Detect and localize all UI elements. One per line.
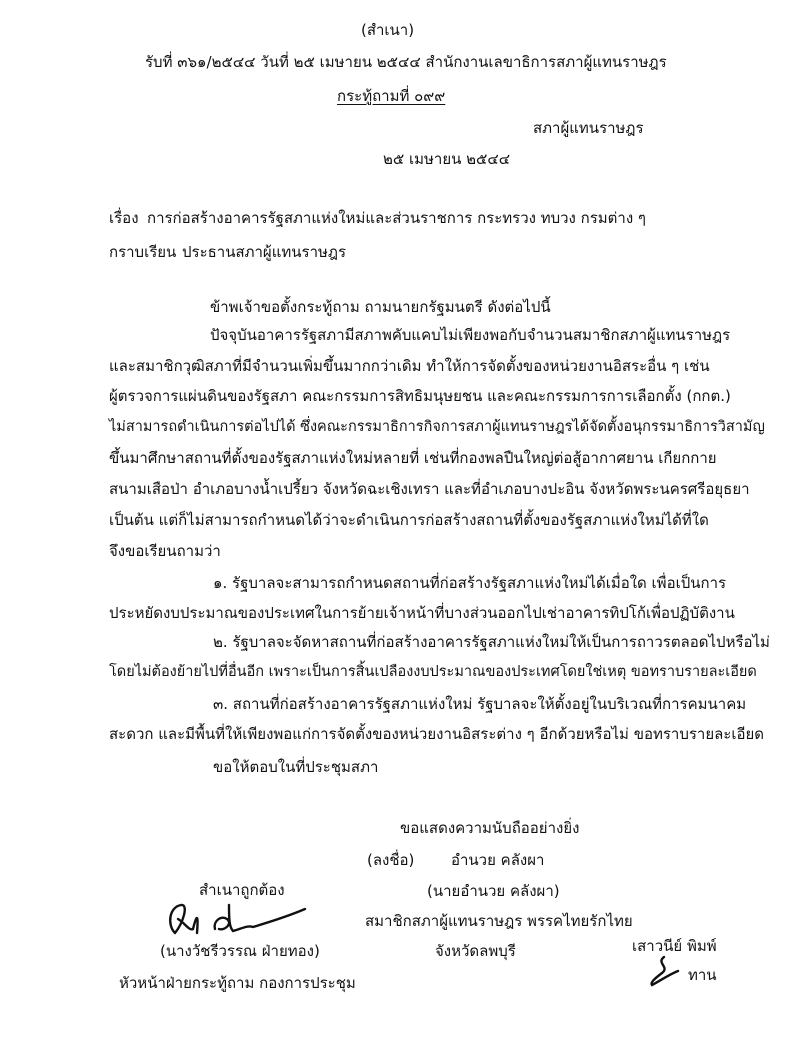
signed-name: อำนวย คลังผา [451, 851, 545, 869]
copy-mark: (สำเนา) [361, 21, 415, 39]
body-line: ผู้ตรวจการแผ่นดินของรัฐสภา คณะกรรมการสิทธิมนุษยชน และคณะกรรมการการเลือกตั้ง (กกต.) [109, 387, 731, 405]
body-line: สนามเสือป่า อำเภอบางน้ำเปรี้ยว จังหวัดฉะเชิงเทรา และที่อำเภอบางปะอิน จังหวัดพระนครศรีอยุธยา [109, 480, 750, 498]
question-item-3: ๓. สถานที่ก่อสร้างอาคารรัฐสภาแห่งใหม่ รัฐบาลจะให้ตั้งอยู่ในบริเวณที่การคมนาคม [213, 695, 747, 713]
body-line: ข้าพเจ้าขอตั้งกระทู้ถาม ถามนายกรัฐมนตรี ดังต่อไปนี้ [210, 298, 551, 316]
body-line: สะดวก และมีพื้นที่ให้เพียงพอแก่การจัดตั้งของหน่วยงานอิสระต่าง ๆ อีกด้วยหรือไม่ ขอทราบรายละเอียด [109, 725, 765, 743]
body-line: ไม่สามารถดำเนินการต่อไปได้ ซึ่งคณะกรรมาธิการกิจการสภาผู้แทนราษฎรได้จัดตั้งอนุกรรมาธิการวิสามัญ [109, 419, 765, 435]
certifier-position: หัวหน้าฝ่ายกระทู้ถาม กองการประชุม [119, 974, 356, 992]
place-line: สภาผู้แทนราษฎร [533, 119, 644, 137]
body-line: และสมาชิกวุฒิสภาที่มีจำนวนเพิ่มขึ้นมากกว่าเดิม ทำให้การจัดตั้งของหน่วยงานอิสระอื่น ๆ เช่น [109, 357, 710, 375]
checker-label: ทาน [688, 966, 717, 984]
body-line: เป็นต้น แต่ก็ไม่สามารถกำหนดได้ว่าจะดำเนินการก่อสร้างสถานที่ตั้งของรัฐสภาแห่งใหม่ได้ที่ใด [109, 511, 709, 529]
closing-regards: ขอแสดงความนับถืออย่างยิ่ง [400, 819, 580, 837]
receipt-line: รับที่ ๓๖๑/๒๕๔๔ วันที่ ๒๕ เมษายน ๒๕๔๔ สำนักงานเลขาธิการสภาผู้แทนราษฎร [145, 53, 667, 71]
question-item-2: ๒. รัฐบาลจะจัดหาสถานที่ก่อสร้างอาคารรัฐสภาแห่งใหม่ให้เป็นการถาวรตลอดไปหรือไม่ [213, 633, 770, 651]
certified-copy-label: สำเนาถูกต้อง [199, 881, 285, 899]
question-item-1: ๑. รัฐบาลจะสามารถกำหนดสถานที่ก่อสร้างรัฐสภาแห่งใหม่ได้เมื่อใด เพื่อเป็นการ [213, 574, 727, 592]
signatory-province: จังหวัดลพบุรี [435, 942, 516, 960]
subject-label: เรื่อง [109, 209, 139, 227]
body-line: ขอให้ตอบในที่ประชุมสภา [213, 758, 379, 776]
signatory-full-name: (นายอำนวย คลังผา) [427, 882, 560, 900]
salutation-label: กราบเรียน [109, 243, 177, 261]
question-number: กระทู้ถามที่ ๐๙๙ [337, 87, 446, 105]
signatory-position: สมาชิกสภาผู้แทนราษฎร พรรคไทยรักไทย [365, 912, 633, 930]
subject-text: การก่อสร้างอาคารรัฐสภาแห่งใหม่และส่วนราชการ กระทรวง ทบวง กรมต่าง ๆ [147, 209, 646, 227]
body-line: จึงขอเรียนถามว่า [109, 542, 221, 560]
body-line: ประหยัดงบประมาณของประเทศในการย้ายเจ้าหน้าที่บางส่วนออกไปเช่าอาคารทิปโก้เพื่อปฏิบัติงาน [109, 604, 735, 622]
salutation-text: ประธานสภาผู้แทนราษฎร [182, 243, 347, 261]
typist-name: เสาวนีย์ พิมพ์ [632, 937, 717, 955]
body-line: ขึ้นมาศึกษาสถานที่ตั้งของรัฐสภาแห่งใหม่หลายที่ เช่นที่กองพลปืนใหญ่ต่อสู้อากาศยาน เกียกกาย [109, 449, 717, 467]
signed-label: (ลงชื่อ) [367, 851, 415, 869]
certifier-signature [153, 897, 313, 943]
body-line: โดยไม่ต้องย้ายไปที่อื่นอีก เพราะเป็นการสิ้นเปลืองงบประมาณของประเทศโดยใช่เหตุ ขอทราบรายละเอียด [109, 664, 757, 680]
body-line: ปัจจุบันอาคารรัฐสภามีสภาพคับแคบไม่เพียงพอกับจำนวนสมาชิกสภาผู้แทนราษฎร [210, 326, 731, 344]
date-line: ๒๕ เมษายน ๒๕๔๔ [383, 150, 511, 168]
checker-initial [644, 953, 684, 989]
certifier-name: (นางวัชรีวรรณ ฝ่ายทอง) [160, 942, 320, 960]
